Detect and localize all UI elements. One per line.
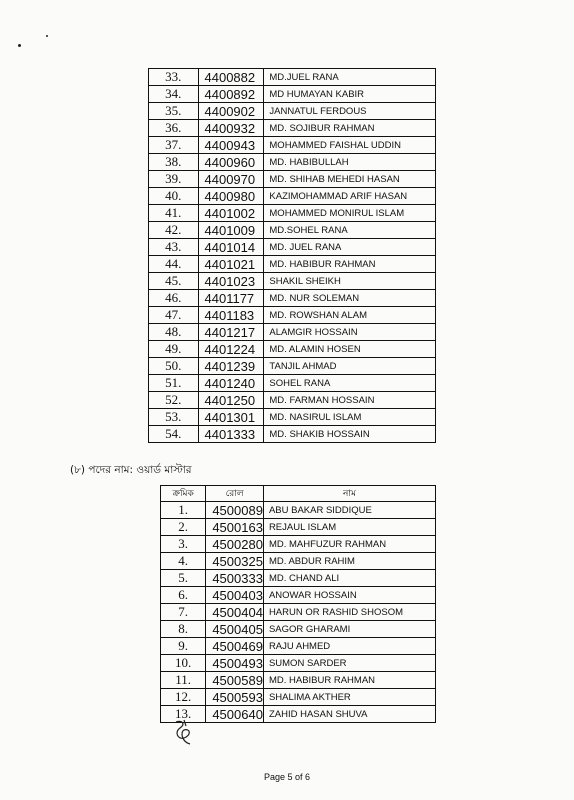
name-cell: JANNATUL FERDOUS <box>264 103 436 120</box>
roll-cell: 4500469 <box>206 638 264 655</box>
table-row <box>161 638 436 655</box>
name-cell: MD. SHIHAB MEHEDI HASAN <box>264 171 436 188</box>
table-row <box>149 273 436 290</box>
name-cell: MD. ABDUR RAHIM <box>263 553 435 570</box>
serial-cell: 46. <box>149 290 199 307</box>
name-cell: SHAKIL SHEIKH <box>264 273 436 290</box>
name-cell: MOHAMMED FAISHAL UDDIN <box>264 137 436 154</box>
signature-mark <box>170 718 200 748</box>
roll-cell: 4401224 <box>198 341 264 358</box>
name-cell: SUMON SARDER <box>263 655 435 672</box>
table-row <box>149 307 436 324</box>
roll-cell: 4500640 <box>206 706 264 723</box>
serial-cell: 48. <box>149 324 199 341</box>
serial-cell: 53. <box>149 409 199 426</box>
table-row <box>149 222 436 239</box>
serial-cell: 9. <box>161 638 206 655</box>
name-cell: RAJU AHMED <box>263 638 435 655</box>
roll-cell: 4400943 <box>198 137 264 154</box>
name-cell: HARUN OR RASHID SHOSOM <box>263 604 435 621</box>
table-row <box>149 239 436 256</box>
serial-cell: 44. <box>149 256 199 273</box>
column-header-serial: ক্রমিক <box>161 486 206 502</box>
table-row <box>161 689 436 706</box>
name-cell: MOHAMMED MONIRUL ISLAM <box>264 205 436 222</box>
serial-cell: 4. <box>161 553 206 570</box>
serial-cell: 2. <box>161 519 206 536</box>
table-row <box>161 604 436 621</box>
roll-cell: 4500589 <box>206 672 264 689</box>
name-cell: MD. HABIBUR RAHMAN <box>264 256 436 273</box>
serial-cell: 54. <box>149 426 199 443</box>
table-row <box>161 587 436 604</box>
roll-cell: 4401240 <box>198 375 264 392</box>
roll-cell: 4500089 <box>206 502 264 519</box>
name-cell: MD. FARMAN HOSSAIN <box>264 392 436 409</box>
name-cell: ALAMGIR HOSSAIN <box>264 324 436 341</box>
name-cell: SAGOR GHARAMI <box>263 621 435 638</box>
name-cell: MD. NUR SOLEMAN <box>264 290 436 307</box>
table-row <box>149 69 436 86</box>
roll-cell: 4400980 <box>198 188 264 205</box>
table-row <box>161 655 436 672</box>
roll-cell: 4400960 <box>198 154 264 171</box>
roll-cell: 4500404 <box>206 604 264 621</box>
table-row <box>161 536 436 553</box>
name-cell: MD. HABIBUR RAHMAN <box>263 672 435 689</box>
table-row <box>149 103 436 120</box>
serial-cell: 5. <box>161 570 206 587</box>
serial-cell: 52. <box>149 392 199 409</box>
serial-cell: 41. <box>149 205 199 222</box>
table-row <box>161 570 436 587</box>
serial-cell: 38. <box>149 154 199 171</box>
roll-cell: 4401014 <box>198 239 264 256</box>
name-cell: MD HUMAYAN KABIR <box>264 86 436 103</box>
name-cell: MD. HABIBULLAH <box>264 154 436 171</box>
serial-cell: 47. <box>149 307 199 324</box>
name-cell: MD.JUEL RANA <box>264 69 436 86</box>
serial-cell: 33. <box>149 69 199 86</box>
table-row <box>149 426 436 443</box>
roll-cell: 4401009 <box>198 222 264 239</box>
roll-cell: 4500493 <box>206 655 264 672</box>
table-row <box>149 171 436 188</box>
section-heading: (৮) পদের নাম: ওয়ার্ড মাস্টার <box>70 464 192 476</box>
name-cell: MD. JUEL RANA <box>264 239 436 256</box>
table-header-row <box>161 486 436 502</box>
roll-cell: 4500593 <box>206 689 264 706</box>
roll-cell: 4401217 <box>198 324 264 341</box>
table-row <box>149 341 436 358</box>
scan-speck <box>18 44 21 47</box>
name-cell: MD.SOHEL RANA <box>264 222 436 239</box>
roll-cell: 4400970 <box>198 171 264 188</box>
serial-cell: 10. <box>161 655 206 672</box>
candidate-table-ward-master <box>160 485 436 723</box>
table-row <box>161 553 436 570</box>
name-cell: ABU BAKAR SIDDIQUE <box>263 502 435 519</box>
name-cell: MD. ALAMIN HOSEN <box>264 341 436 358</box>
table-row <box>149 256 436 273</box>
table-row <box>161 502 436 519</box>
table-row <box>149 392 436 409</box>
roll-cell: 4401250 <box>198 392 264 409</box>
name-cell: MD. ROWSHAN ALAM <box>264 307 436 324</box>
serial-cell: 6. <box>161 587 206 604</box>
table-row <box>149 409 436 426</box>
name-cell: MD. SHAKIB HOSSAIN <box>264 426 436 443</box>
roll-cell: 4500163 <box>206 519 264 536</box>
serial-cell: 35. <box>149 103 199 120</box>
table-row <box>149 188 436 205</box>
candidate-table-part1 <box>148 68 436 443</box>
serial-cell: 13. <box>161 706 206 723</box>
roll-cell: 4401002 <box>198 205 264 222</box>
roll-cell: 4401301 <box>198 409 264 426</box>
name-cell: MD. MAHFUZUR RAHMAN <box>263 536 435 553</box>
name-cell: MD. NASIRUL ISLAM <box>264 409 436 426</box>
roll-cell: 4401023 <box>198 273 264 290</box>
roll-cell: 4500405 <box>206 621 264 638</box>
roll-cell: 4500280 <box>206 536 264 553</box>
serial-cell: 7. <box>161 604 206 621</box>
table-row <box>149 375 436 392</box>
table-row <box>161 672 436 689</box>
name-cell: SOHEL RANA <box>264 375 436 392</box>
name-cell: MD. SOJIBUR RAHMAN <box>264 120 436 137</box>
name-cell: TANJIL AHMAD <box>264 358 436 375</box>
roll-cell: 4400902 <box>198 103 264 120</box>
table-row <box>149 154 436 171</box>
roll-cell: 4401239 <box>198 358 264 375</box>
roll-cell: 4500333 <box>206 570 264 587</box>
column-header-roll: রোল <box>206 486 264 502</box>
scan-speck <box>46 35 48 37</box>
table-row <box>161 519 436 536</box>
roll-cell: 4400892 <box>198 86 264 103</box>
table-row <box>161 706 436 723</box>
serial-cell: 36. <box>149 120 199 137</box>
serial-cell: 12. <box>161 689 206 706</box>
name-cell: SHALIMA AKTHER <box>263 689 435 706</box>
serial-cell: 50. <box>149 358 199 375</box>
roll-cell: 4500325 <box>206 553 264 570</box>
roll-cell: 4401183 <box>198 307 264 324</box>
table-row <box>149 324 436 341</box>
table-row <box>149 290 436 307</box>
serial-cell: 40. <box>149 188 199 205</box>
serial-cell: 37. <box>149 137 199 154</box>
serial-cell: 45. <box>149 273 199 290</box>
roll-cell: 4500403 <box>206 587 264 604</box>
roll-cell: 4400932 <box>198 120 264 137</box>
serial-cell: 11. <box>161 672 206 689</box>
table-row <box>149 358 436 375</box>
roll-cell: 4401333 <box>198 426 264 443</box>
table-row <box>149 205 436 222</box>
serial-cell: 1. <box>161 502 206 519</box>
name-cell: REJAUL ISLAM <box>263 519 435 536</box>
table-row <box>149 137 436 154</box>
serial-cell: 39. <box>149 171 199 188</box>
table-row <box>149 120 436 137</box>
name-cell: ANOWAR HOSSAIN <box>263 587 435 604</box>
serial-cell: 34. <box>149 86 199 103</box>
serial-cell: 8. <box>161 621 206 638</box>
name-cell: ZAHID HASAN SHUVA <box>263 706 435 723</box>
serial-cell: 43. <box>149 239 199 256</box>
roll-cell: 4401177 <box>198 290 264 307</box>
name-cell: MD. CHAND ALI <box>263 570 435 587</box>
serial-cell: 49. <box>149 341 199 358</box>
page-footer: Page 5 of 6 <box>263 772 311 782</box>
roll-cell: 4400882 <box>198 69 264 86</box>
table-row <box>161 621 436 638</box>
serial-cell: 51. <box>149 375 199 392</box>
serial-cell: 42. <box>149 222 199 239</box>
serial-cell: 3. <box>161 536 206 553</box>
roll-cell: 4401021 <box>198 256 264 273</box>
column-header-name: নাম <box>263 486 435 502</box>
table-row <box>149 86 436 103</box>
name-cell: KAZIMOHAMMAD ARIF HASAN <box>264 188 436 205</box>
